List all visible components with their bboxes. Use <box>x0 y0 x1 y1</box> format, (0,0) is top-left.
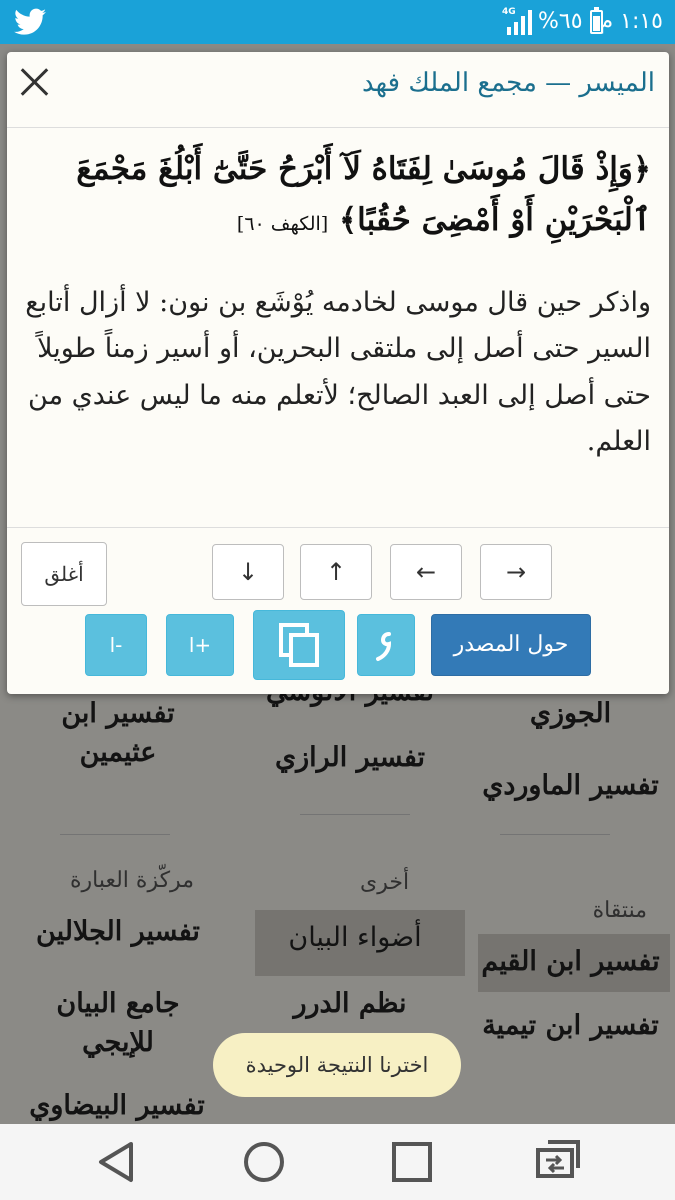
waw-icon <box>374 628 398 662</box>
section-heading: منتقاة <box>592 898 647 923</box>
status-bar <box>0 0 675 44</box>
switch-window-icon[interactable] <box>534 1138 582 1186</box>
symbol-button[interactable] <box>357 614 415 676</box>
list-item[interactable]: تفسير الماوردي <box>482 770 659 801</box>
twitter-icon <box>14 8 46 36</box>
font-increase-button[interactable]: ا+ <box>166 614 234 676</box>
network-type: 4G <box>502 7 516 17</box>
clock: ١:١٥ م <box>599 9 663 34</box>
list-item[interactable]: تفسير ابن تيمية <box>482 1010 659 1041</box>
tafsir-text: واذكر حين قال موسى لخادمه يُوْشَع بن نون: لا أزال أتابع السير حتى أصل إلى ملتقى البحرين، أو أسير زمناً طويلاً حتى أصل إلى العبد الصالح؛ لأتعلم منه ما ليس عندي من العلم. <box>25 287 651 458</box>
down-button[interactable]: ↓ <box>212 544 284 600</box>
list-item[interactable]: تفسير ابن عثيمين <box>61 698 175 769</box>
list-item[interactable]: تفسير البيضاوي <box>29 1090 205 1121</box>
copy-button[interactable] <box>253 610 345 680</box>
list-item[interactable]: جامع البيان للإيجي <box>56 988 180 1059</box>
tafsir-dialog <box>7 52 669 694</box>
section-heading: أخرى <box>360 870 410 895</box>
toast-message: اخترنا النتيجة الوحيدة <box>213 1033 461 1097</box>
list-item[interactable]: تفسير الرازي <box>274 742 425 773</box>
about-source-button[interactable]: حول المصدر <box>431 614 591 676</box>
list-item[interactable]: تفسير ابن القيم <box>481 946 660 977</box>
dialog-header <box>7 52 669 128</box>
section-heading: مركّزة العبارة <box>70 868 194 893</box>
dialog-title: الميسر — مجمع الملك فهد <box>362 68 655 98</box>
verse-reference: [الكهف ٦٠] <box>236 213 329 236</box>
verse-text <box>21 144 651 246</box>
list-item[interactable]: نظم الدرر <box>293 988 407 1019</box>
home-icon[interactable] <box>240 1138 288 1186</box>
battery-percent: %٦٥ <box>538 9 583 34</box>
font-decrease-button[interactable]: ا- <box>85 614 147 676</box>
list-item[interactable]: الجوزي <box>529 698 612 729</box>
close-icon[interactable] <box>19 66 51 98</box>
recents-icon[interactable] <box>388 1138 436 1186</box>
dialog-divider <box>7 527 669 528</box>
verse-body: ﴿وَإِذْ قَالَ مُوسَىٰ لِفَتَاهُ لَآ أَبْرَحُ حَتَّىٰٓ أَبْلُغَ مَجْمَعَ ٱلْبَحْرَيْنِ أَوْ أَمْضِىَ حُقُبًا﴾ <box>76 151 651 239</box>
list-item[interactable]: أضواء البيان <box>288 922 422 953</box>
back-icon[interactable] <box>93 1138 141 1186</box>
copy-icon <box>277 621 321 669</box>
navigation-bar <box>0 1124 675 1200</box>
up-button[interactable]: ↑ <box>300 544 372 600</box>
signal-icon <box>505 9 533 35</box>
previous-button[interactable]: ← <box>390 544 462 600</box>
list-item[interactable]: تفسير الجلالين <box>36 916 200 947</box>
close-button[interactable]: أغلق <box>21 542 107 606</box>
next-button[interactable]: → <box>480 544 552 600</box>
